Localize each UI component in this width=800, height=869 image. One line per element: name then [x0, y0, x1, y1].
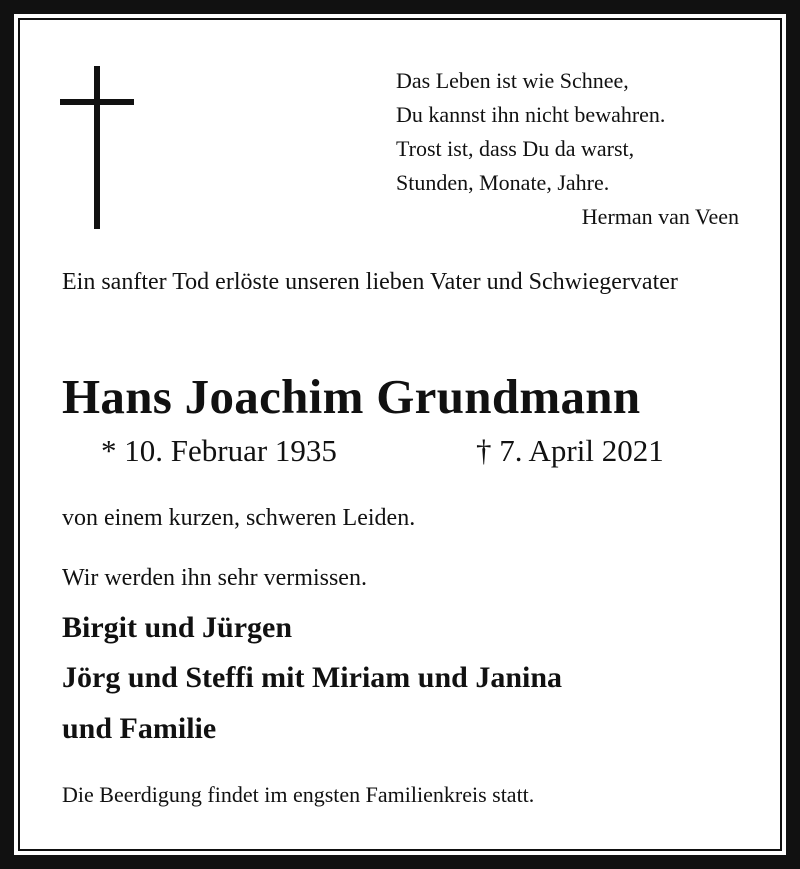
poem	[396, 64, 741, 234]
poem-author: Herman van Veen	[581, 204, 739, 229]
intro-text: Ein sanfter Tod erlöste unseren lieben Vater und Schwiegervater	[62, 269, 678, 295]
mourner-line: und Familie	[62, 712, 217, 745]
poem-line: Stunden, Monate, Jahre.	[396, 170, 610, 195]
poem-line: Trost ist, dass Du da warst,	[396, 136, 635, 161]
death-date: † 7. April 2021	[476, 433, 664, 468]
mourner-line: Birgit und Jürgen	[62, 611, 293, 644]
miss-text: Wir werden ihn sehr vermissen.	[62, 565, 367, 591]
funeral-note: Die Beerdigung findet im engsten Familienkreis statt.	[62, 782, 535, 807]
deceased-name: Hans Joachim Grundmann	[62, 369, 641, 424]
birth-date: * 10. Februar 1935	[101, 433, 337, 468]
cause-text: von einem kurzen, schweren Leiden.	[62, 505, 416, 531]
mourner-line: Jörg und Steffi mit Miriam und Janina	[62, 661, 563, 694]
cross-vertical-bar	[94, 66, 100, 229]
cross-horizontal-bar	[60, 99, 134, 105]
poem-line: Du kannst ihn nicht bewahren.	[396, 102, 666, 127]
poem-line: Das Leben ist wie Schnee,	[396, 68, 629, 93]
